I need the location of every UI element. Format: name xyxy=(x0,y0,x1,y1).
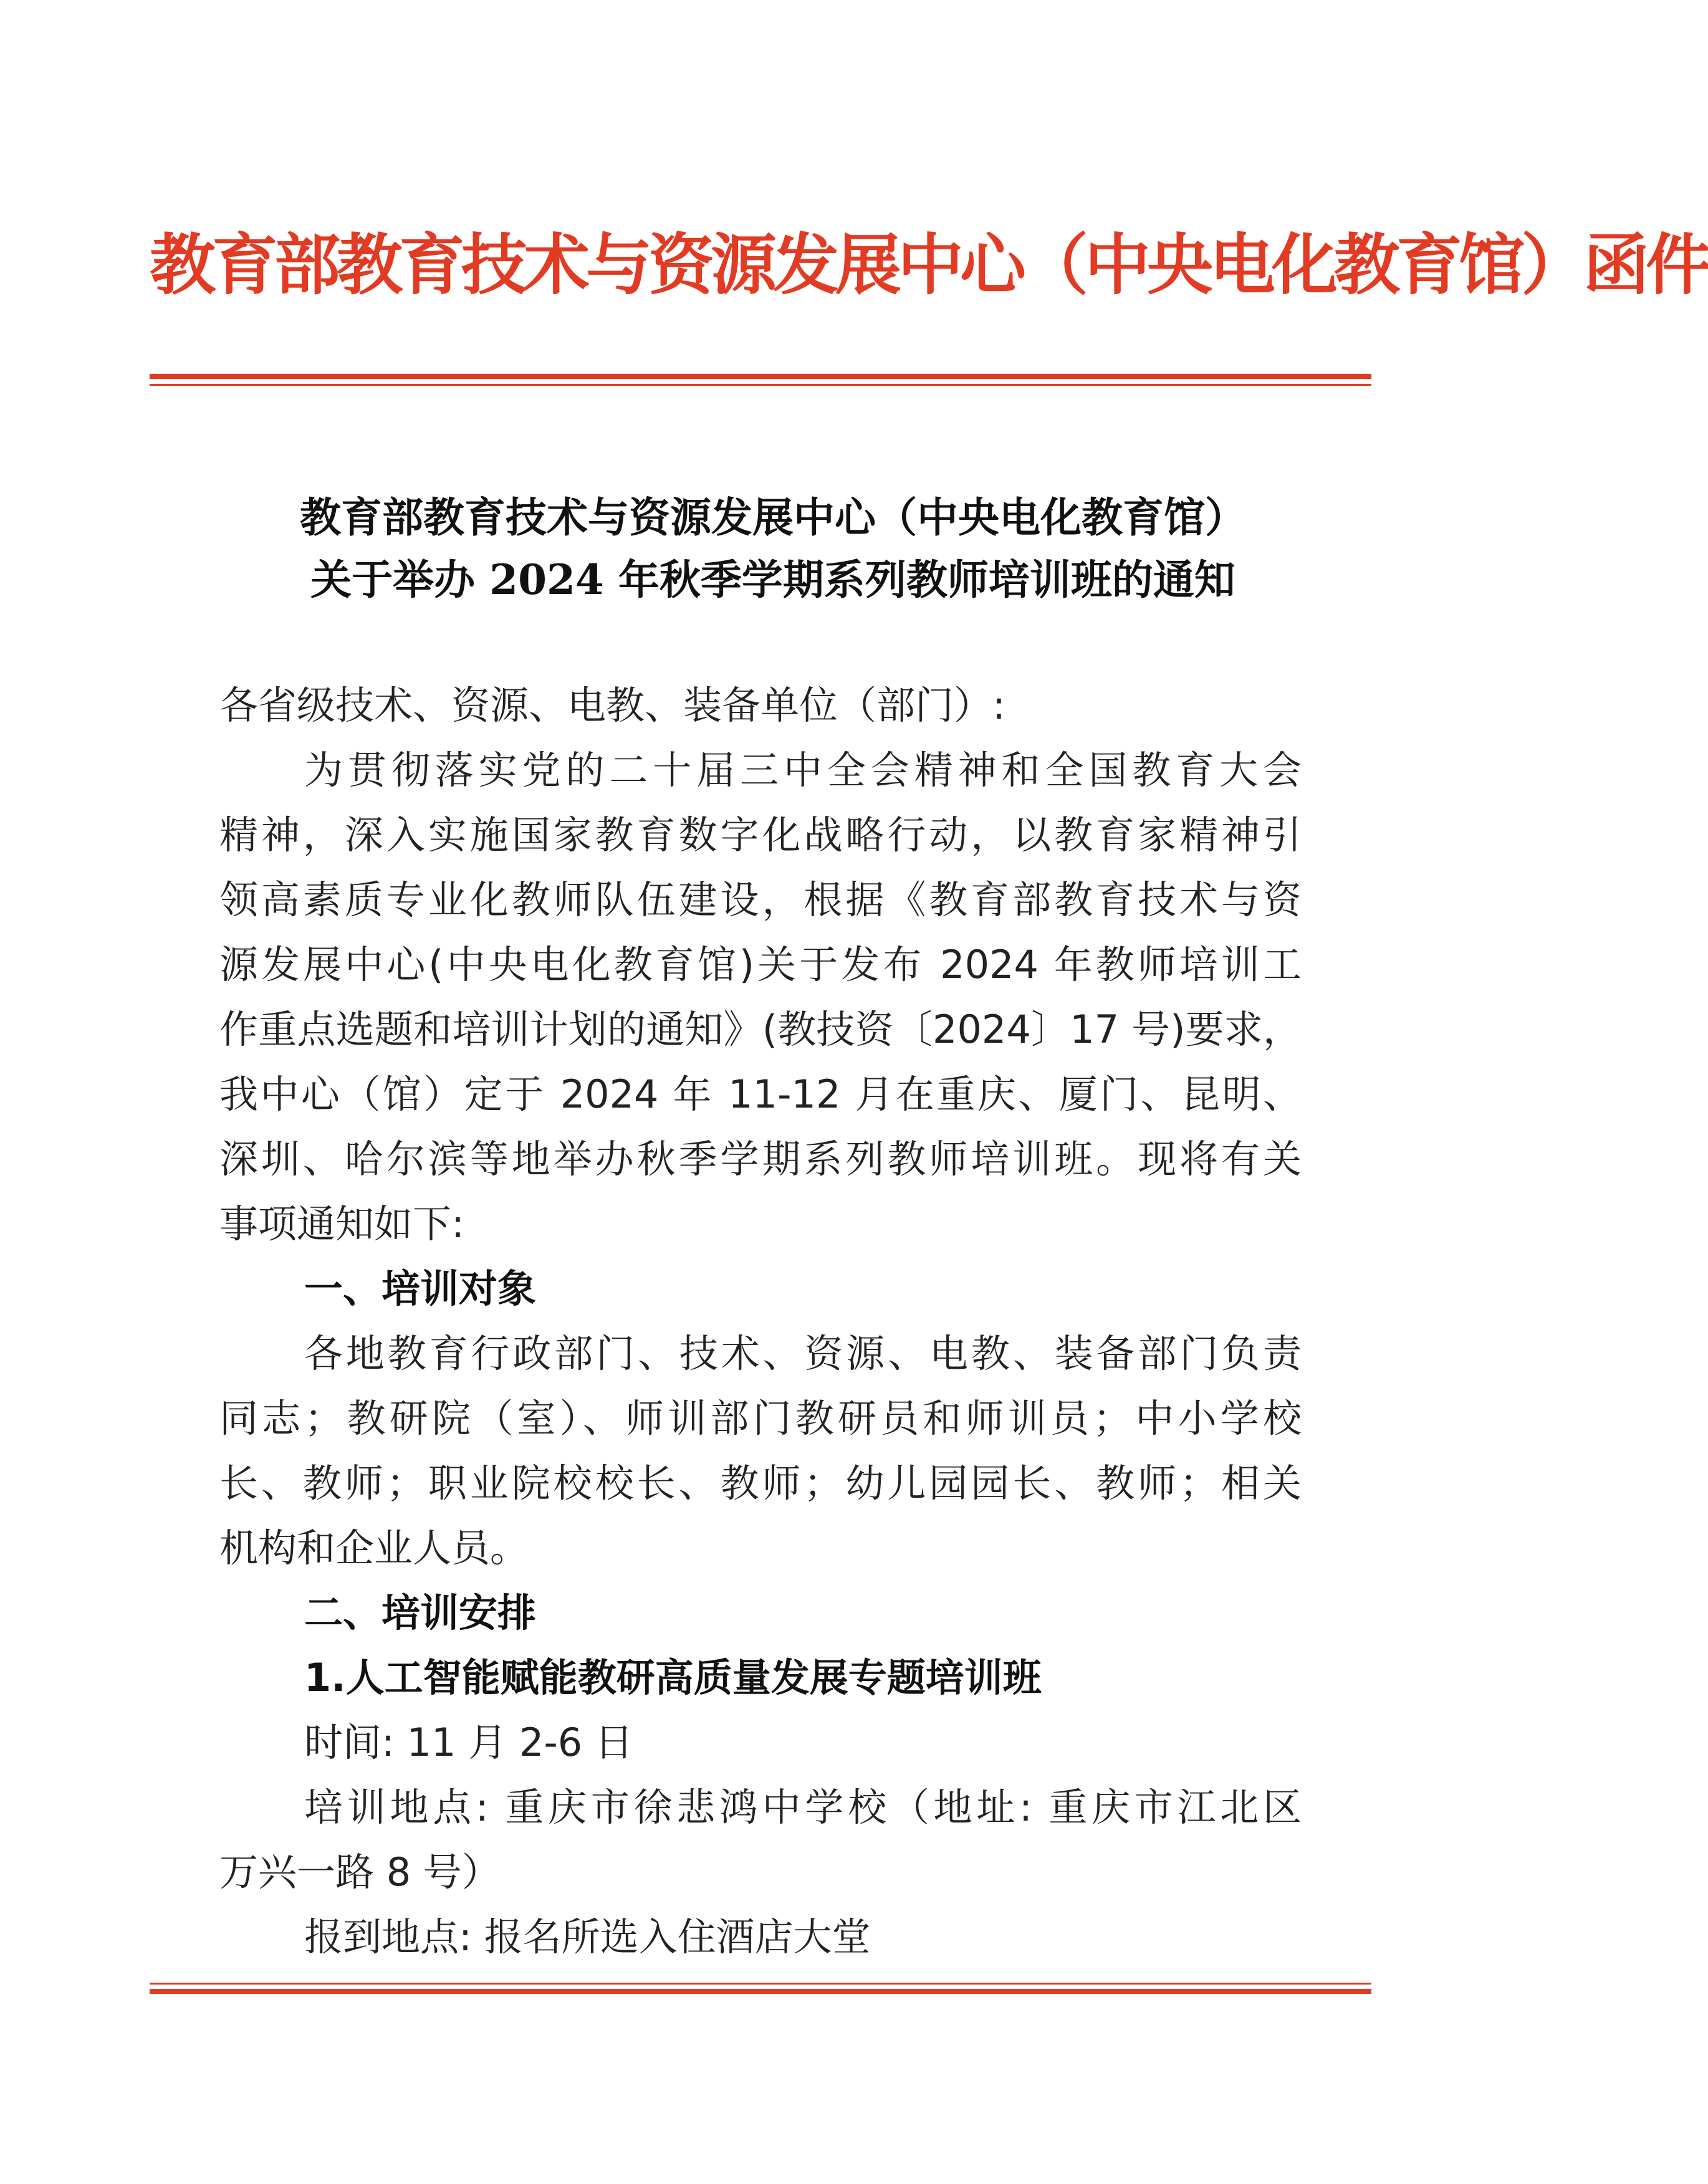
training-item-1-checkin: 报到地点: 报名所选入住酒店大堂 xyxy=(304,1914,871,1960)
section-1-line: 长、教师；职业院校校长、教师；幼儿园园长、教师；相关 xyxy=(219,1460,1302,1506)
section-1-heading: 一、培训对象 xyxy=(304,1266,537,1311)
intro-line: 作重点选题和培训计划的通知》(教技资〔2024〕17 号)要求， xyxy=(219,1007,1302,1052)
letterhead-rule-thick xyxy=(150,374,1371,379)
intro-line: 为贯彻落实党的二十届三中全会精神和全国教育大会 xyxy=(304,747,1302,793)
document-title-line-1: 教育部教育技术与资源发展中心（中央电化教育馆） xyxy=(300,493,1246,542)
section-1-line: 各地教育行政部门、技术、资源、电教、装备部门负责 xyxy=(304,1331,1302,1376)
intro-line: 事项通知如下: xyxy=(219,1201,464,1247)
training-item-1-venue: 培训地点: 重庆市徐悲鸿中学校（地址: 重庆市江北区 xyxy=(304,1784,1302,1830)
section-1-line: 同志；教研院（室）、师训部门教研员和师训员；中小学校 xyxy=(219,1396,1302,1441)
intro-line: 我中心（馆）定于 2024 年 11-12 月在重庆、厦门、昆明、 xyxy=(219,1071,1302,1117)
training-item-1-time: 时间: 11 月 2-6 日 xyxy=(304,1720,633,1765)
salutation: 各省级技术、资源、电教、装备单位（部门）: xyxy=(219,682,1005,728)
letterhead-title: 教育部教育技术与资源发展中心（中央电化教育馆）函件 xyxy=(150,226,1708,304)
intro-line: 精神，深入实施国家教育数字化战略行动，以教育家精神引 xyxy=(219,812,1302,858)
training-item-1-venue-cont: 万兴一路 8 号） xyxy=(219,1849,501,1895)
intro-line: 深圳、哈尔滨等地举办秋季学期系列教师培训班。现将有关 xyxy=(219,1136,1302,1182)
document-title-line-2: 关于举办 2024 年秋季学期系列教师培训班的通知 xyxy=(310,555,1235,604)
footer-rule-thin xyxy=(150,1983,1371,1985)
training-item-1-title: 1.人工智能赋能教研高质量发展专题培训班 xyxy=(304,1655,1042,1700)
intro-line: 领高素质专业化教师队伍建设，根据《教育部教育技术与资 xyxy=(219,877,1302,922)
letterhead-rule-thin xyxy=(150,384,1371,386)
section-1-line: 机构和企业人员。 xyxy=(219,1525,529,1571)
footer-rule-thick xyxy=(150,1989,1371,1994)
intro-line: 源发展中心(中央电化教育馆)关于发布 2024 年教师培训工 xyxy=(219,942,1302,987)
section-2-heading: 二、培训安排 xyxy=(304,1590,537,1636)
